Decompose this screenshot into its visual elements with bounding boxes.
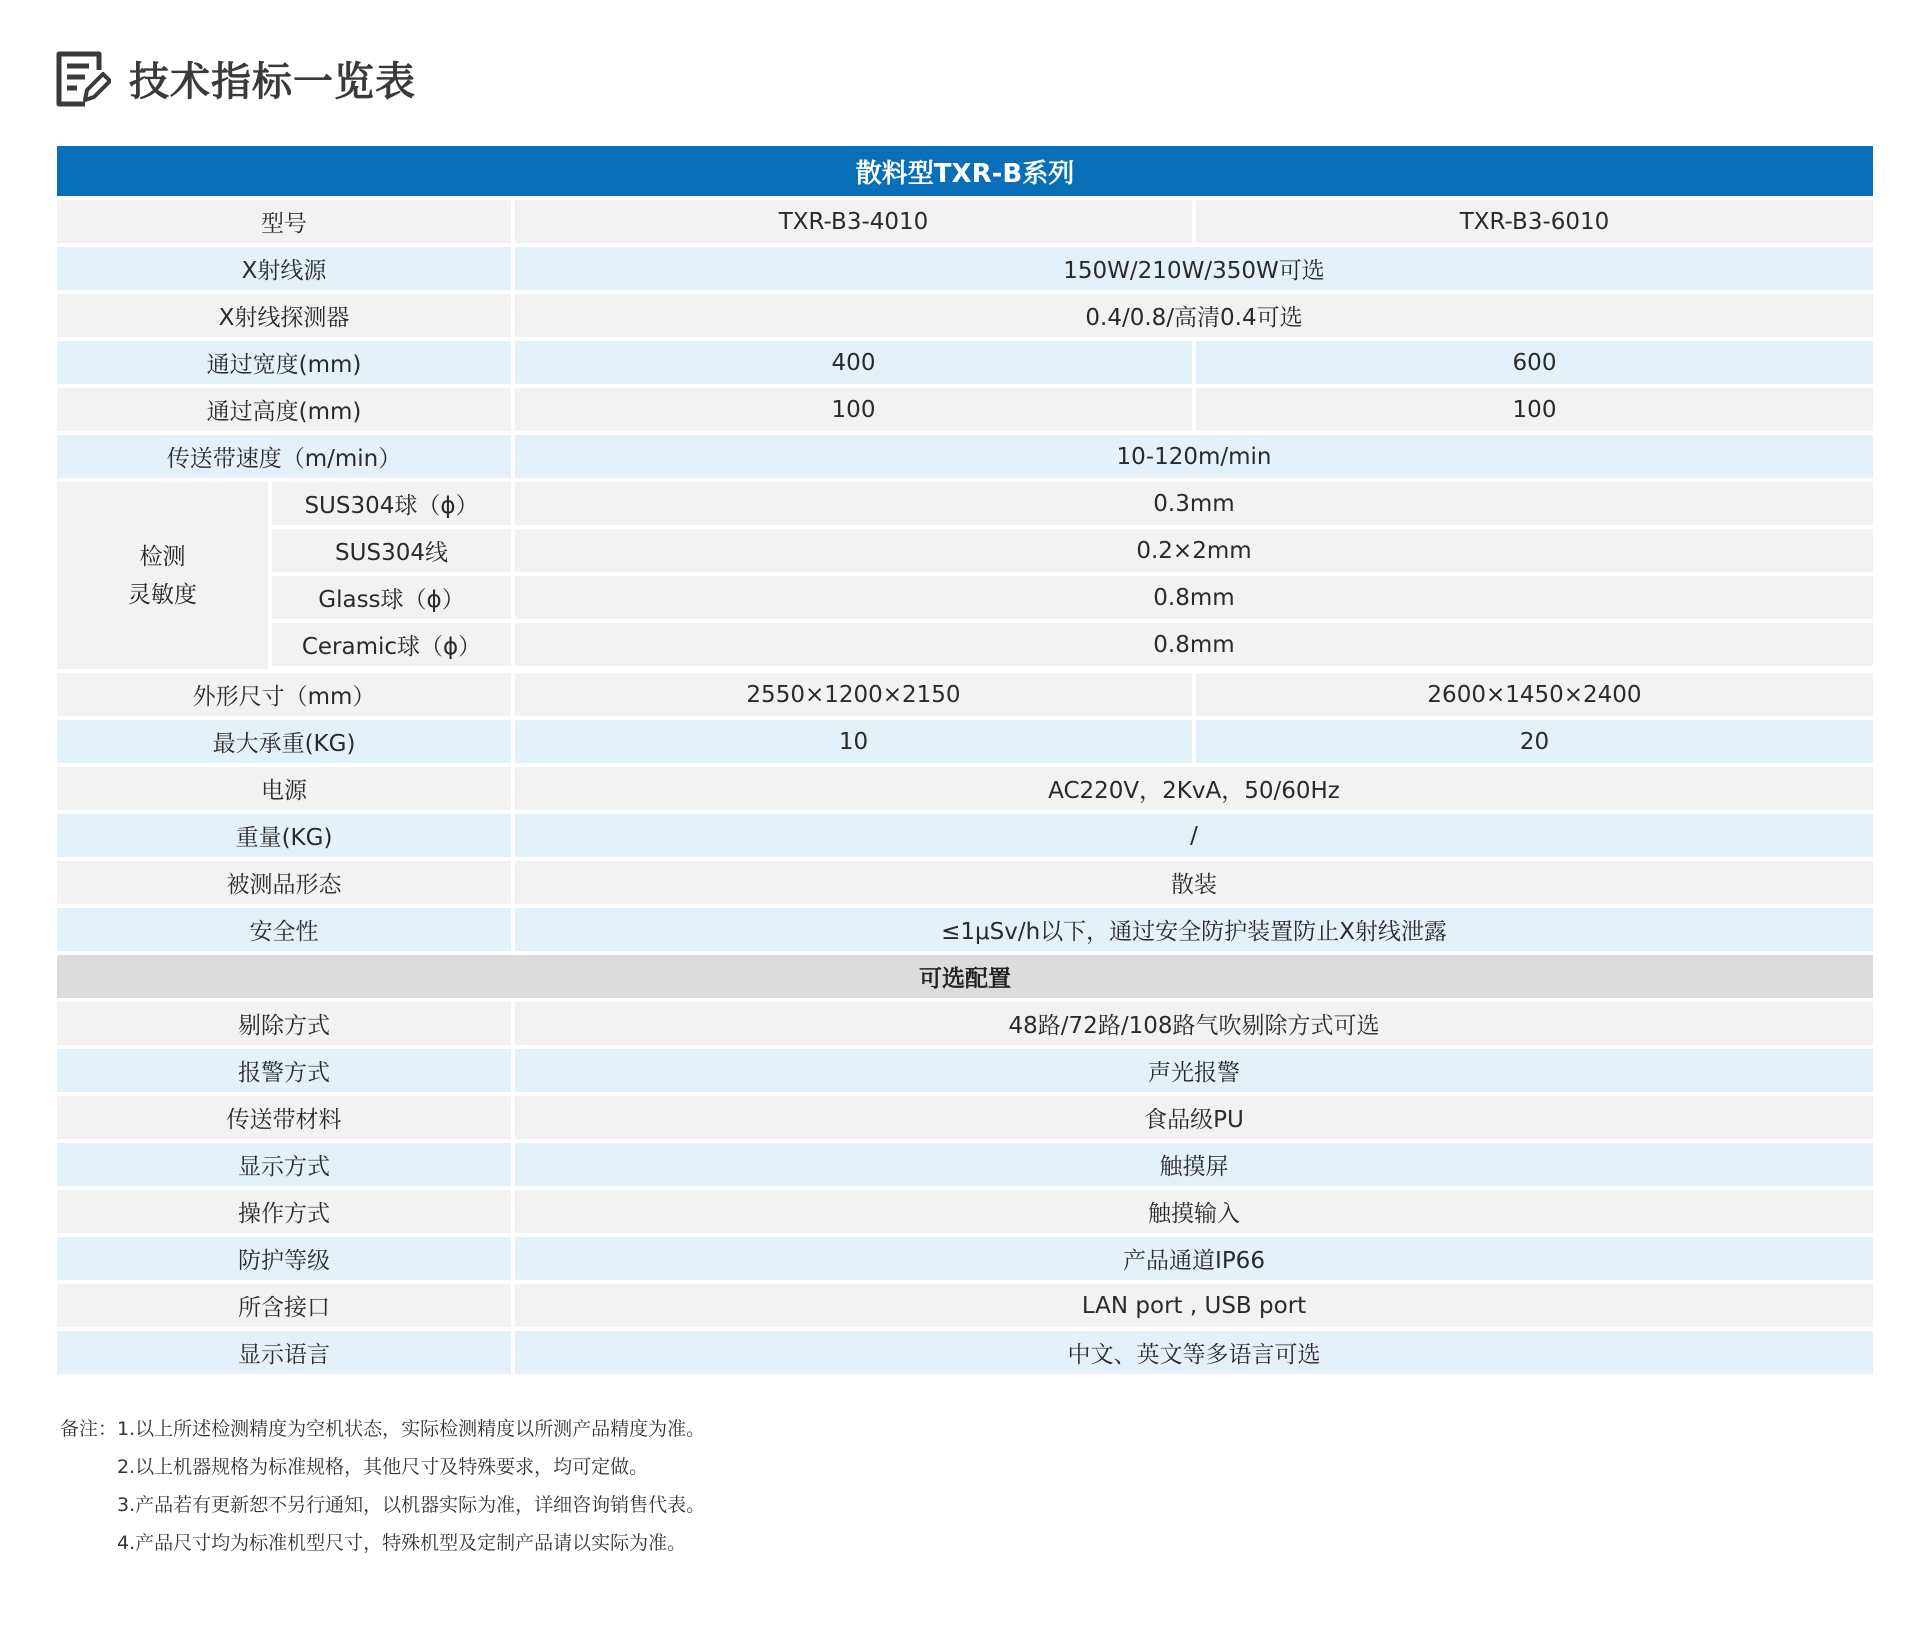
row-label: 通过高度(mm) [57,388,511,431]
row-value: 声光报警 [515,1049,1873,1092]
row-value: 触摸屏 [515,1143,1873,1186]
row-value: 48路/72路/108路气吹剔除方式可选 [515,1002,1873,1045]
table-row [57,908,1873,951]
row-value: 中文、英文等多语言可选 [515,1331,1873,1374]
notes [60,1410,705,1562]
note-text: 1.以上所述检测精度为空机状态，实际检测精度以所测产品精度为准。 [117,1418,706,1440]
row-value: 0.2×2mm [515,529,1873,572]
row-label: SUS304球（ϕ） [272,482,511,525]
sensitivity-label [57,482,268,669]
row-label: 传送带材料 [57,1096,511,1139]
sensitivity-rows [272,482,1873,669]
row-label: 电源 [57,767,511,810]
row-value-2: 100 [1196,388,1873,431]
table-row-model [57,200,1873,243]
sensitivity-label-line2: 灵敏度 [128,581,197,608]
table-row [57,1237,1873,1280]
table-row [57,1284,1873,1327]
table-row [57,294,1873,337]
row-label: 最大承重(KG) [57,720,511,763]
row-label: 外形尺寸（mm） [57,673,511,716]
table-row [57,673,1873,716]
row-value: 0.8mm [515,576,1873,619]
row-label: 传送带速度（m/min） [57,435,511,478]
row-value-2: 20 [1196,720,1873,763]
table-row [57,341,1873,384]
table-row [57,720,1873,763]
model-1: TXR-B3-4010 [515,200,1192,243]
document-edit-icon [55,48,111,108]
table-row [57,1096,1873,1139]
note-text: 4.产品尺寸均为标准机型尺寸，特殊机型及定制产品请以实际为准。 [117,1532,687,1554]
row-value-1: 100 [515,388,1192,431]
row-label: 报警方式 [57,1049,511,1092]
row-value-2: 600 [1196,341,1873,384]
table-row [57,1143,1873,1186]
page-title: 技术指标一览表 [129,58,416,105]
table-row [57,1331,1873,1374]
optional-section-title: 可选配置 [57,955,1873,998]
table-row [57,388,1873,431]
row-value: 食品级PU [515,1096,1873,1139]
note-line [60,1448,705,1486]
row-label: X射线探测器 [57,294,511,337]
row-value: 0.4/0.8/高清0.4可选 [515,294,1873,337]
row-value: 10-120m/min [515,435,1873,478]
row-value: / [515,814,1873,857]
table-row [272,623,1873,666]
table-row [57,767,1873,810]
table-title: 散料型TXR-B系列 [57,146,1873,196]
row-label: Glass球（ϕ） [272,576,511,619]
row-label: 操作方式 [57,1190,511,1233]
note-text: 2.以上机器规格为标准规格，其他尺寸及特殊要求，均可定做。 [117,1456,649,1478]
row-value: ≤1μSv/h以下，通过安全防护装置防止X射线泄露 [515,908,1873,951]
row-label: SUS304线 [272,529,511,572]
row-label: 显示方式 [57,1143,511,1186]
row-value: 150W/210W/350W可选 [515,247,1873,290]
page-header [55,48,416,108]
row-value: 触摸输入 [515,1190,1873,1233]
row-value: 产品通道IP66 [515,1237,1873,1280]
row-label: 被测品形态 [57,861,511,904]
table-row [272,529,1873,572]
table-row [57,861,1873,904]
row-label: 剔除方式 [57,1002,511,1045]
row-value: 0.8mm [515,623,1873,666]
row-label: 型号 [57,200,511,243]
table-row [57,435,1873,478]
note-line [60,1486,705,1524]
spec-table [57,146,1873,1378]
table-row [272,576,1873,619]
table-row [57,247,1873,290]
table-row [57,1002,1873,1045]
row-label: 安全性 [57,908,511,951]
row-label: Ceramic球（ϕ） [272,623,511,666]
row-value-1: 400 [515,341,1192,384]
row-label: 显示语言 [57,1331,511,1374]
table-row [57,814,1873,857]
note-line [60,1524,705,1562]
row-value: 散装 [515,861,1873,904]
note-text: 3.产品若有更新恕不另行通知，以机器实际为准，详细咨询销售代表。 [117,1494,706,1516]
row-label: 重量(KG) [57,814,511,857]
row-label: 防护等级 [57,1237,511,1280]
row-value-1: 10 [515,720,1192,763]
sensitivity-group [57,482,1873,669]
note-line [60,1410,705,1448]
sensitivity-label-line1: 检测 [139,543,186,570]
row-label: 通过宽度(mm) [57,341,511,384]
notes-prefix: 备注： [60,1418,118,1440]
table-row [272,482,1873,525]
model-2: TXR-B3-6010 [1196,200,1873,243]
row-value: LAN port , USB port [515,1284,1873,1327]
row-label: X射线源 [57,247,511,290]
row-value: AC220V，2KvA，50/60Hz [515,767,1873,810]
table-row [57,1190,1873,1233]
row-value: 0.3mm [515,482,1873,525]
row-value-1: 2550×1200×2150 [515,673,1192,716]
row-label: 所含接口 [57,1284,511,1327]
table-row [57,1049,1873,1092]
row-value-2: 2600×1450×2400 [1196,673,1873,716]
